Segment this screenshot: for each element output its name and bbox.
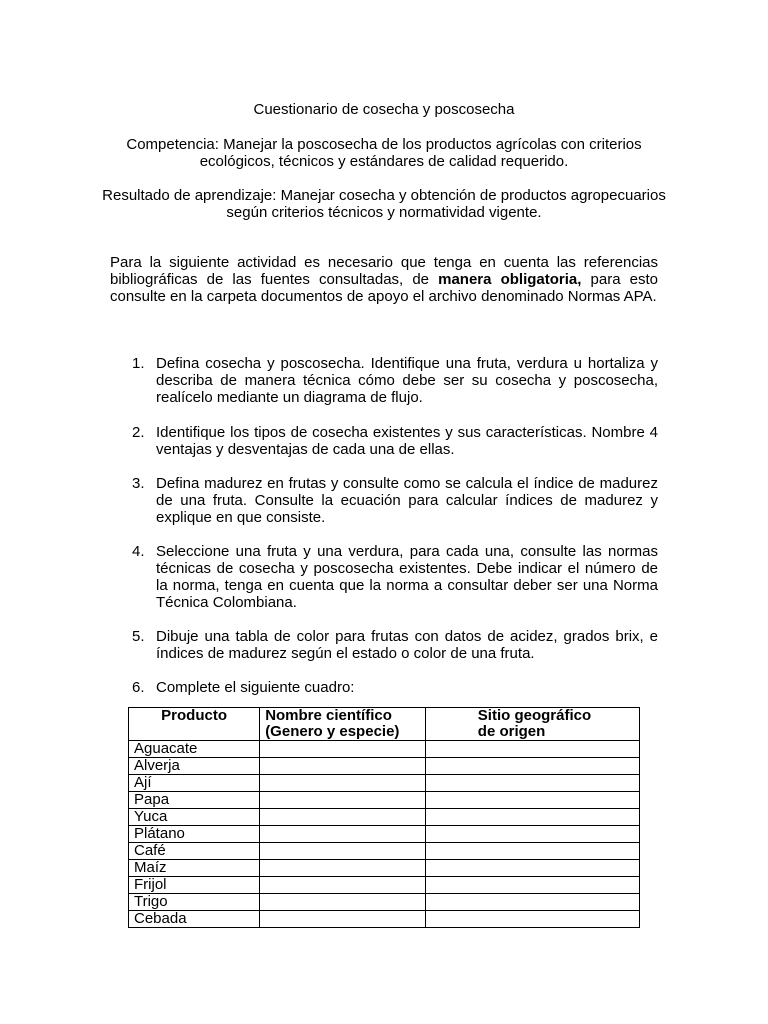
table-row <box>129 741 640 758</box>
question-number: 2. <box>132 424 145 441</box>
question-number: 3. <box>132 475 145 492</box>
origin-cell[interactable] <box>425 826 639 843</box>
product-cell: Yuca <box>129 809 260 826</box>
scientific-name-cell[interactable] <box>260 809 426 826</box>
origin-cell[interactable] <box>425 911 639 928</box>
page-title: Cuestionario de cosecha y poscosecha <box>253 101 515 118</box>
origin-cell[interactable] <box>425 894 639 911</box>
header-nombre-cientifico-line1: Nombre científico <box>265 707 392 724</box>
question-list <box>0 355 768 696</box>
table-row <box>129 826 640 843</box>
question-item <box>0 475 658 526</box>
question-item <box>0 355 658 406</box>
scientific-name-cell[interactable] <box>260 894 426 911</box>
question-number: 4. <box>132 543 145 560</box>
question-number: 6. <box>132 679 145 696</box>
intro-text-bold: manera obligatoria, <box>438 271 582 288</box>
header-sitio-geografico-line1: Sitio geográfico <box>477 707 592 724</box>
table-row <box>129 758 640 775</box>
table-row <box>129 877 640 894</box>
origin-cell[interactable] <box>425 877 639 894</box>
product-cell: Trigo <box>129 894 260 911</box>
question-text: Identifique los tipos de cosecha existentes y sus características. Nombre 4 ventajas y desventajas de cada una de ellas. <box>156 424 658 458</box>
question-item <box>0 424 658 458</box>
scientific-name-cell[interactable] <box>260 758 426 775</box>
scientific-name-cell[interactable] <box>260 911 426 928</box>
product-cell: Aguacate <box>129 741 260 758</box>
header-sitio-geografico-line2: de origen <box>477 723 546 740</box>
product-cell: Café <box>129 843 260 860</box>
intro-text-before: Para la siguiente actividad es necesario que tenga en cuenta las referencias bibliográficas de las fuentes consultadas, de <box>110 254 658 288</box>
origin-cell[interactable] <box>425 792 639 809</box>
question-item <box>0 628 658 662</box>
table-row <box>129 792 640 809</box>
scientific-name-cell[interactable] <box>260 860 426 877</box>
question-item <box>0 543 658 611</box>
table-row <box>129 775 640 792</box>
product-cell: Plátano <box>129 826 260 843</box>
table-header-row <box>129 708 640 741</box>
scientific-name-cell[interactable] <box>260 792 426 809</box>
products-table <box>128 707 640 928</box>
scientific-name-cell[interactable] <box>260 877 426 894</box>
origin-cell[interactable] <box>425 741 639 758</box>
question-text: Defina madurez en frutas y consulte como se calcula el índice de madurez de una fruta. Consulte la ecuación para calcular índices de madurez y explique en que consiste. <box>156 475 658 526</box>
product-cell: Ají <box>129 775 260 792</box>
question-number: 5. <box>132 628 145 645</box>
competencia-text: Competencia: Manejar la poscosecha de los productos agrícolas con criterios ecológicos, técnicos y estándares de calidad requerido. <box>126 136 642 170</box>
product-cell: Frijol <box>129 877 260 894</box>
table-row <box>129 894 640 911</box>
product-cell: Maíz <box>129 860 260 877</box>
intro-paragraph <box>110 254 658 305</box>
product-cell: Cebada <box>129 911 260 928</box>
origin-cell[interactable] <box>425 860 639 877</box>
header-nombre-cientifico <box>260 708 426 741</box>
header-sitio-geografico <box>425 708 639 741</box>
table-row <box>129 843 640 860</box>
scientific-name-cell[interactable] <box>260 775 426 792</box>
origin-cell[interactable] <box>425 775 639 792</box>
question-item <box>0 679 658 696</box>
question-text: Seleccione una fruta y una verdura, para cada una, consulte las normas técnicas de cosecha y poscosecha existentes. Debe indicar el número de la norma, tenga en cuenta que la norma a consultar deber ser una Norma Técnica Colombiana. <box>156 543 658 611</box>
scientific-name-cell[interactable] <box>260 843 426 860</box>
origin-cell[interactable] <box>425 758 639 775</box>
table-row <box>129 809 640 826</box>
question-text: Dibuje una tabla de color para frutas con datos de acidez, grados brix, e índices de madurez según el estado o color de una fruta. <box>156 628 658 662</box>
table-row <box>129 911 640 928</box>
question-text: Defina cosecha y poscosecha. Identifique una fruta, verdura u hortaliza y describa de manera técnica cómo debe ser su cosecha y poscosecha, realícelo mediante un diagrama de flujo. <box>156 355 658 406</box>
table-row <box>129 860 640 877</box>
header-producto: Producto <box>129 708 260 741</box>
product-cell: Papa <box>129 792 260 809</box>
header-nombre-cientifico-line2: (Genero y especie) <box>265 723 400 740</box>
product-cell: Alverja <box>129 758 260 775</box>
question-number: 1. <box>132 355 145 372</box>
origin-cell[interactable] <box>425 809 639 826</box>
question-text: Complete el siguiente cuadro: <box>156 679 355 696</box>
scientific-name-cell[interactable] <box>260 741 426 758</box>
origin-cell[interactable] <box>425 843 639 860</box>
intro-text-after: para esto consulte en la carpeta documentos de apoyo el archivo denominado Normas APA. <box>110 271 658 305</box>
scientific-name-cell[interactable] <box>260 826 426 843</box>
resultado-text: Resultado de aprendizaje: Manejar cosecha y obtención de productos agropecuarios según criterios técnicos y normatividad vigente. <box>102 187 666 221</box>
